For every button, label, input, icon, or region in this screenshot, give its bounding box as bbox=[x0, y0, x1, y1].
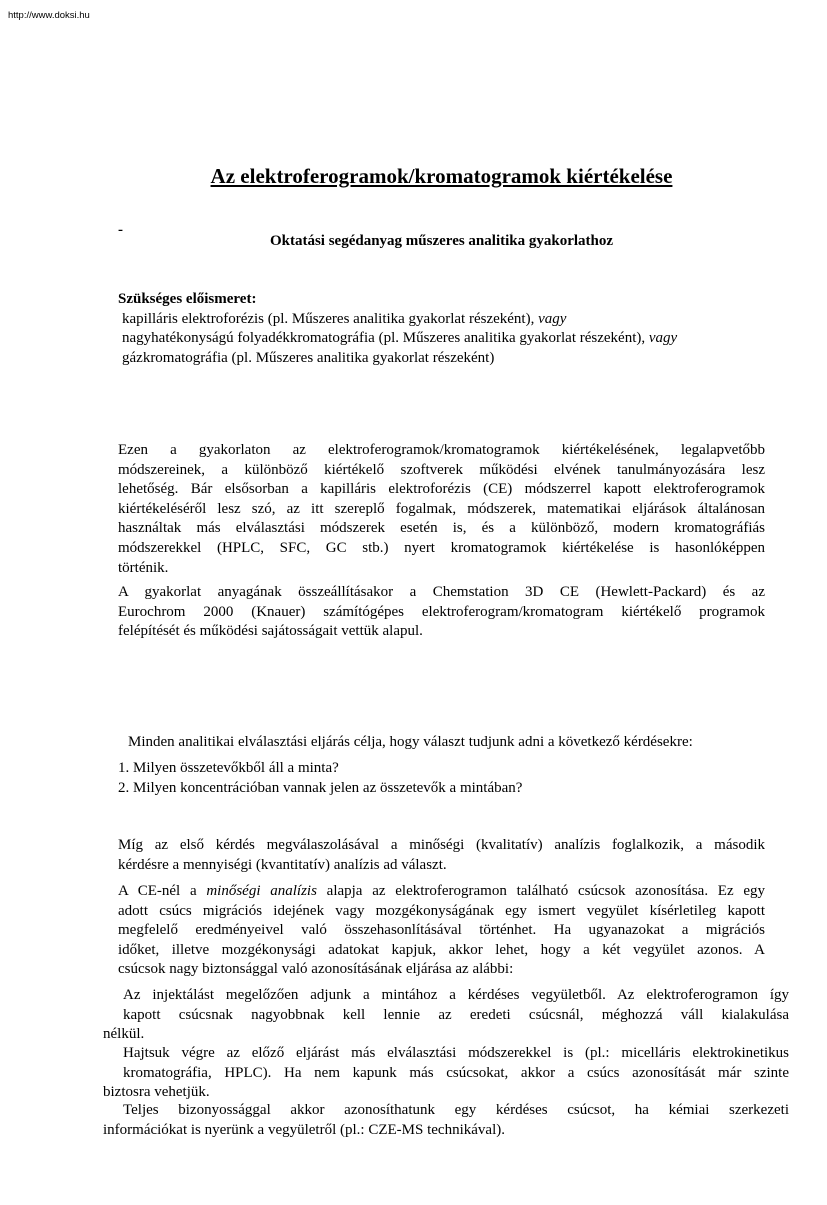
prerequisite-item bbox=[118, 349, 765, 369]
step-line: kromatográfia, HPLC). Ha nem kapunk más csúcsokat, akkor a csúcs azonosítását már szinte bbox=[123, 1064, 789, 1081]
step-line: kapott csúcsnak nagyobbnak kell lennie az eredeti csúcsnál, méghozzá váll kialakulása bbox=[123, 1006, 789, 1023]
step-line: Hajtsuk végre az előző eljárást más elválasztási módszerekkel is (pl.: micelláris elektrokinetikus bbox=[123, 1045, 789, 1061]
page-subtitle: Oktatási segédanyag műszeres analitika gyakorlathoz bbox=[269, 233, 614, 249]
procedure-step bbox=[99, 1101, 789, 1140]
step-line: biztosra vehetjük. bbox=[103, 1084, 210, 1101]
questions-intro: Minden analitikai elválasztási eljárás célja, hogy választ tudjunk adni a következő kérdésekre: bbox=[128, 734, 693, 750]
question-item: 1. Milyen összetevőkből áll a minta? bbox=[118, 760, 339, 776]
procedure-step bbox=[99, 1044, 789, 1103]
prerequisite-text: nagyhatékonyságú folyadékkromatográfia (pl. Műszeres analitika gyakorlat részeként), bbox=[122, 330, 646, 347]
prerequisite-item bbox=[118, 329, 765, 349]
paragraph-line: adott csúcs migrációs idejének vagy mozgékonyságának egy ismert vegyület kísérletileg kapott bbox=[118, 902, 765, 919]
step-line: Teljes bizonyossággal akkor azonosíthatunk egy kérdéses csúcsot, ha kémiai szerkezeti bbox=[123, 1102, 789, 1118]
paragraph-line: A gyakorlat anyagának összeállításakor a Chemstation 3D CE (Hewlett-Packard) és az bbox=[118, 584, 765, 600]
ce-italic-term: minőségi analízis bbox=[206, 883, 317, 899]
step-line: információkat is nyerünk a vegyületről (pl.: CZE-MS technikával). bbox=[103, 1121, 505, 1138]
paragraph-line: megfelelő eredményeivel való összehasonlításával történhet. Ha ugyanazokat a migrációs bbox=[118, 922, 765, 939]
paragraph-line bbox=[118, 882, 765, 902]
paragraph-line: kérdésre a mennyiségi (kvantitatív) analízis ad választ. bbox=[118, 856, 447, 873]
step-line: nélkül. bbox=[103, 1026, 145, 1043]
question-item: 2. Milyen koncentrációban vannak jelen az összetevők a mintában? bbox=[118, 779, 523, 796]
paragraph-line: Míg az első kérdés megválaszolásával a minőségi (kvalitatív) analízis foglalkozik, a második bbox=[118, 837, 765, 853]
prerequisite-connector: vagy bbox=[648, 330, 678, 347]
paragraph-line: módszereinek, a különböző kiértékelő szoftverek működési elvének tanulmányozására lesz bbox=[118, 461, 765, 478]
prerequisites-heading: Szükséges előismeret: bbox=[118, 291, 257, 307]
step-line: Az injektálást megelőzően adjunk a mintához a kérdéses vegyületből. Az elektroferogramon így bbox=[123, 987, 789, 1003]
ce-line-prefix: A CE-nél a bbox=[118, 883, 197, 899]
paragraph-line: lehetőség. Bár elsősorban a kapilláris elektroforézis (CE) módszerrel kapott elektroferogramok bbox=[118, 481, 765, 498]
paragraph-line: használtak más elválasztási módszerek esetén is, és a különböző, modern kromatográfiás bbox=[118, 520, 765, 537]
intro-paragraph bbox=[118, 441, 765, 578]
title-dash: - bbox=[118, 222, 123, 238]
paragraph-line: csúcsok nagy biztonsággal való azonosításának eljárása az alábbi: bbox=[118, 961, 514, 978]
software-paragraph bbox=[118, 583, 765, 642]
paragraph-line: Ezen a gyakorlaton az elektroferogramok/kromatogramok kiértékelésének, legalapvetőbb bbox=[118, 442, 765, 458]
paragraph-line: kiértékeléséről lesz szó, az itt szereplő fogalmak, módszerek, matematikai eljárások általánosan bbox=[118, 500, 765, 517]
analysis-paragraph bbox=[118, 836, 765, 875]
prerequisite-text: kapilláris elektroforézis (pl. Műszeres analitika gyakorlat részeként), bbox=[122, 310, 535, 327]
prerequisite-text: gázkromatográfia (pl. Műszeres analitika gyakorlat részeként) bbox=[122, 349, 495, 366]
prerequisites-section bbox=[118, 290, 765, 368]
paragraph-line: időket, illetve mozgékonysági adatokat kapjuk, akkor lehet, hogy a két vegyület azonos. A bbox=[118, 941, 765, 958]
ce-paragraph bbox=[118, 882, 765, 980]
prerequisite-item bbox=[118, 310, 765, 330]
questions-list bbox=[118, 759, 765, 798]
paragraph-line: felépítését és működési sajátosságait vettük alapul. bbox=[118, 623, 423, 640]
prerequisite-connector: vagy bbox=[538, 310, 567, 327]
page-title: Az elektroferogramok/kromatogramok kiértékelése bbox=[210, 164, 673, 188]
ce-line-suffix: alapja az elektroferogramon található csúcsok azonosítása. Ez egy bbox=[326, 883, 765, 899]
procedure-step bbox=[99, 986, 789, 1045]
paragraph-line: Eurochrom 2000 (Knauer) számítógépes elektroferogram/kromatogram kiértékelő programok bbox=[118, 603, 765, 620]
paragraph-line: történik. bbox=[118, 559, 169, 576]
source-url[interactable]: http://www.doksi.hu bbox=[8, 10, 90, 21]
paragraph-line: módszerekkel (HPLC, SFC, GC stb.) nyert kromatogramok kiértékelése is hasonlóképpen bbox=[118, 539, 765, 556]
